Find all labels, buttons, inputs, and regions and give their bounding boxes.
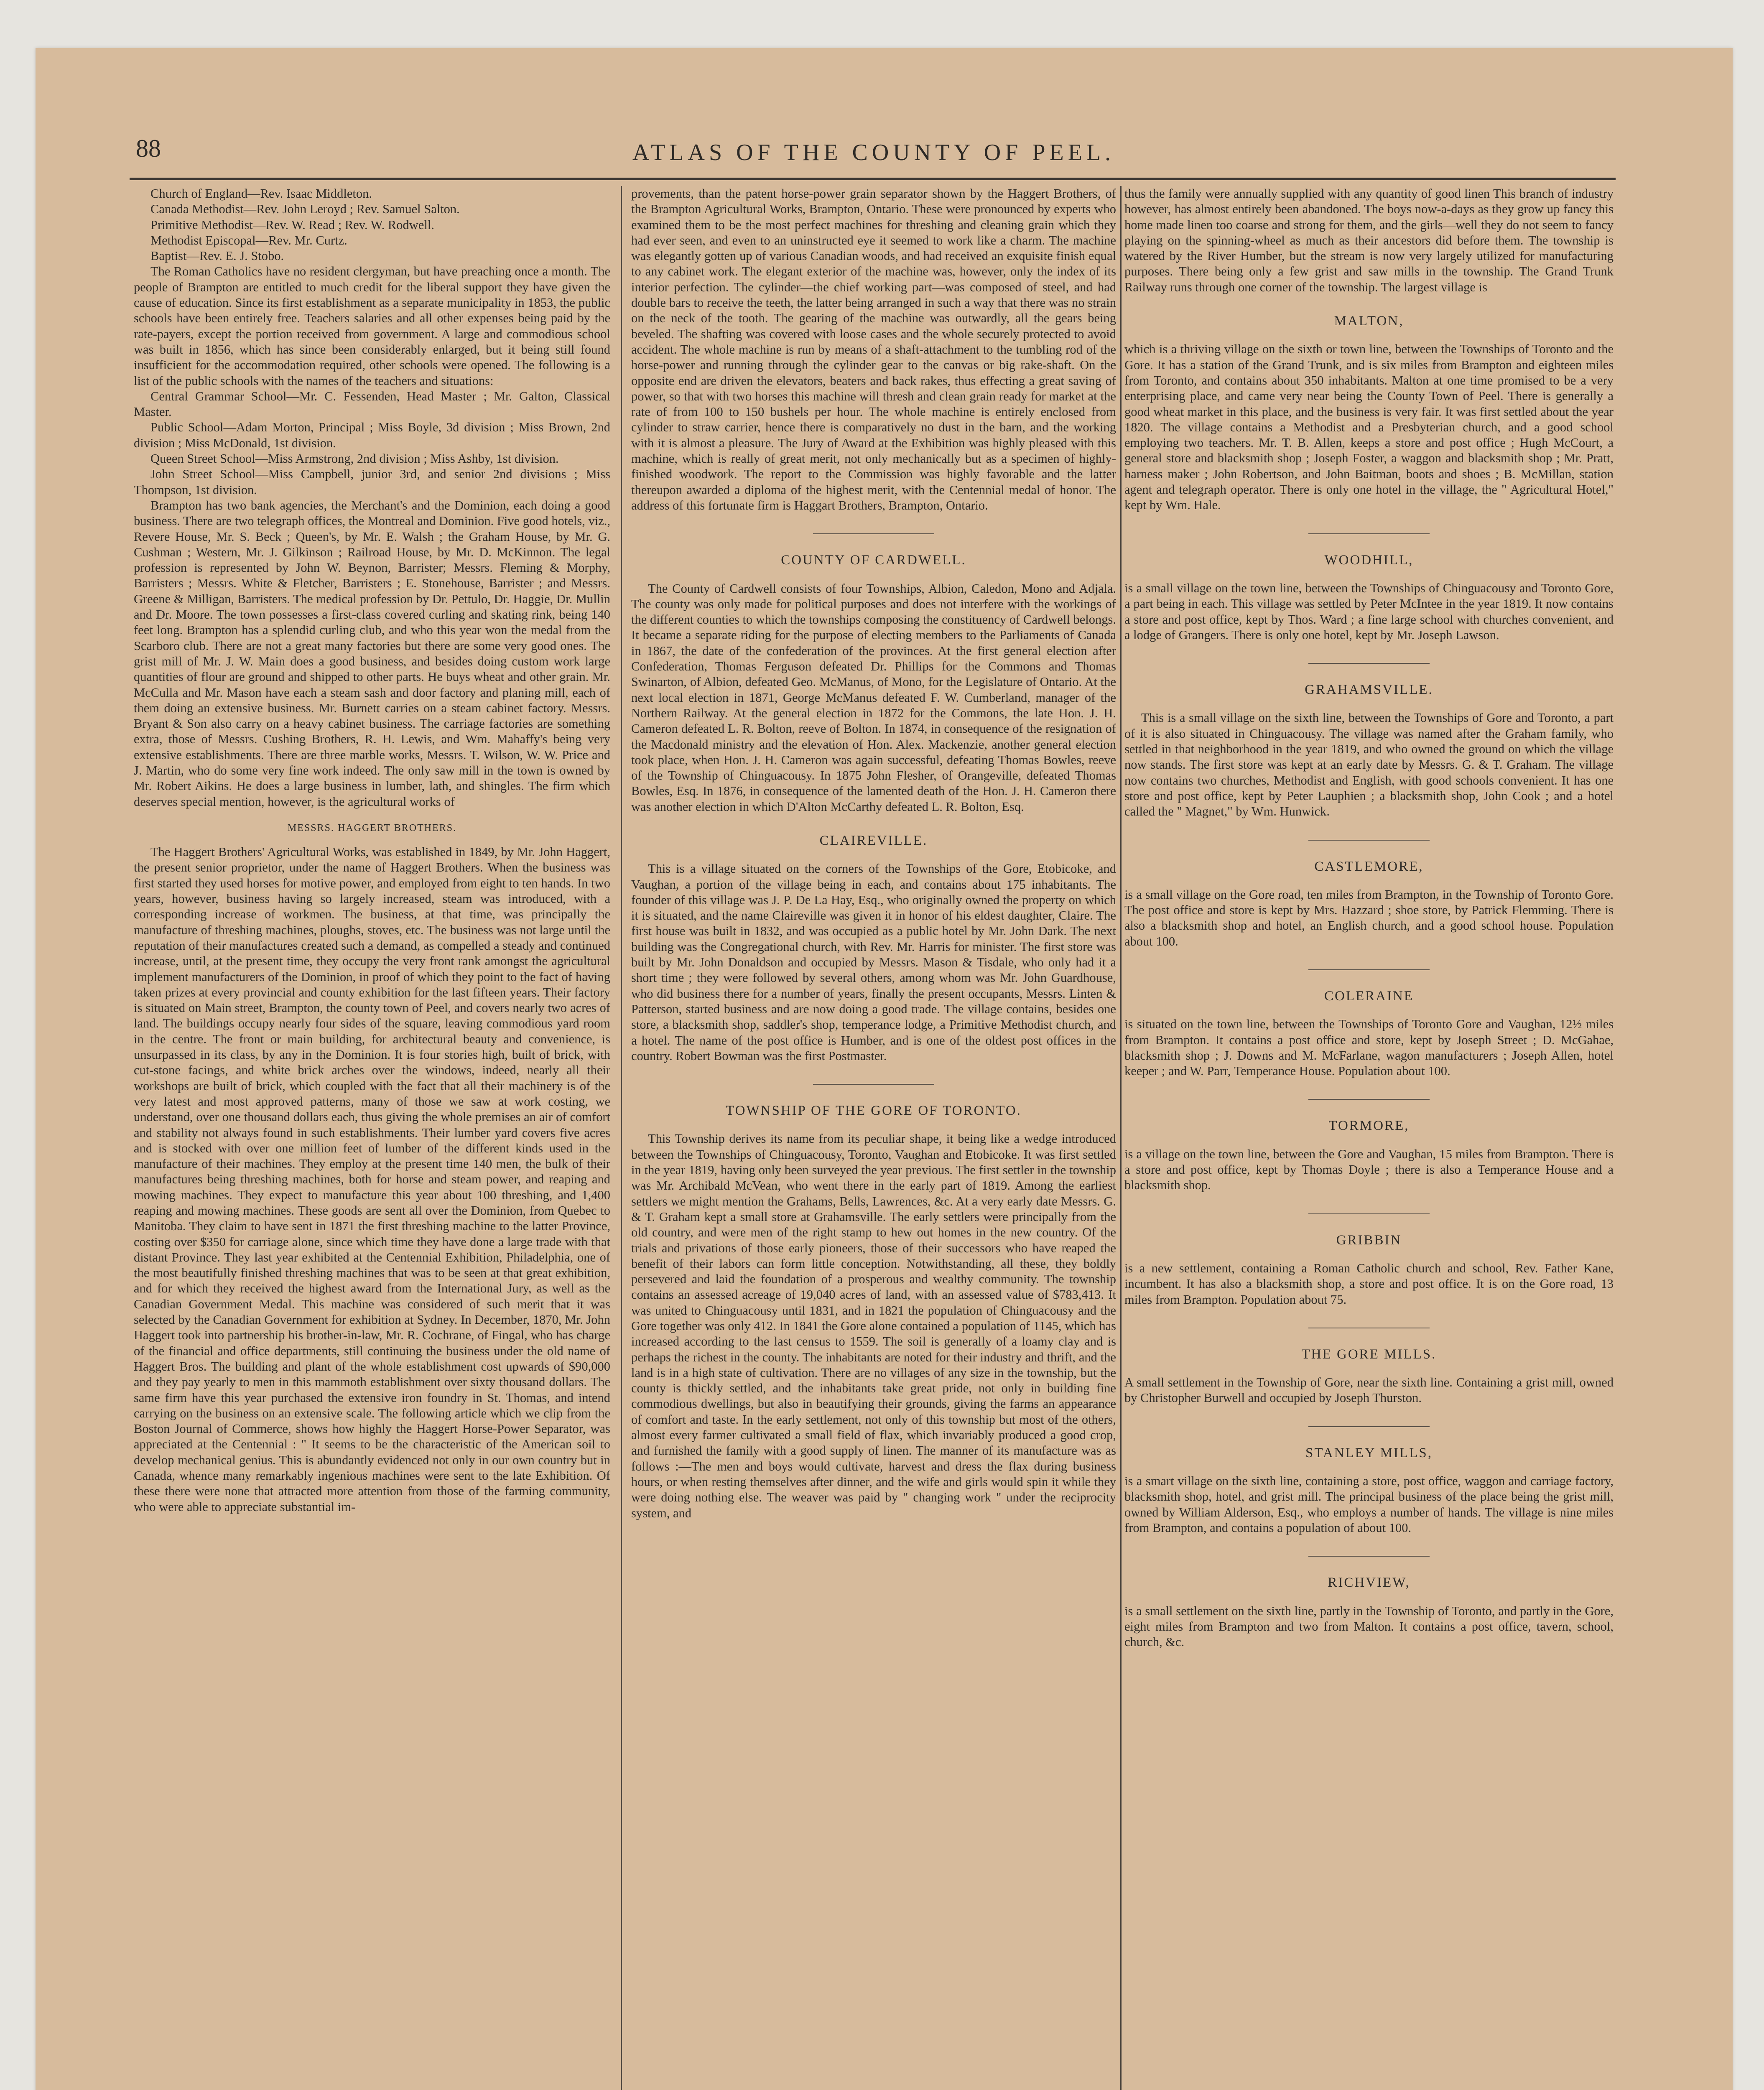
section-heading: WOODHILL, bbox=[1324, 552, 1414, 568]
paragraph: Central Grammar School—Mr. C. Fessenden, Head Master ; Mr. Galton, Classical Master. bbox=[134, 389, 610, 419]
section-divider bbox=[1308, 840, 1430, 841]
header-rule bbox=[130, 178, 1616, 180]
paragraph: is a smart village on the sixth line, containing a store, post office, waggon and carriage factory, blacksmith shop, hotel, and grist mill. The principal business of the place being the grist mill, owned by William Alderson, Esq., who employs a number of hands. The village is nine miles from Brampton, and contains a population of about 100. bbox=[1124, 1474, 1614, 1535]
section-heading: TOWNSHIP OF THE GORE OF TORONTO. bbox=[726, 1103, 1022, 1119]
section-heading: GRAHAMSVILLE. bbox=[1305, 682, 1433, 698]
paragraph: Queen Street School—Miss Armstrong, 2nd division ; Miss Ashby, 1st division. bbox=[150, 451, 559, 466]
section-heading: CLAIREVILLE. bbox=[819, 833, 928, 848]
section-divider bbox=[1308, 1426, 1430, 1427]
paragraph: Brampton has two bank agencies, the Merchant's and the Dominion, each doing a good business. There are two telegraph offices, the Montreal and Dominion. Five good hotels, viz., Revere House, Mr. S. Beck ; Queen's, by Mr. E. Walsh ; the Graham House, by Mr. G. Cushman ; Western, Mr. J. Gilkinson ; Railroad House, by Mr. D. McKinnon. The legal profession is represented by John W. Beynon, Barrister; Messrs. Fleming & Morphy, Barristers ; Messrs. White & Fletcher, Barristers ; E. Stonehouse, Barrister ; and Messrs. Greene & Milligan, Barristers. The medical profession by Dr. Pettulo, Dr. Haggie, Dr. Mullin and Dr. Moore. The town possesses a first-class covered curling and skating rink, being 140 feet long. Brampton has a splendid curling club, and who this year won the medal from the Scarboro club. There are not a great many factories but there are some very good ones. The grist mill of Mr. J. W. Main does a good business, and besides doing custom work large quantities of flour are ground and shipped to other parts. He buys wheat and other grain. Mr. McCulla and Mr. Mason have each a steam sash and door factory and planing mill, each of them doing an extensive business. Mr. Burnett carries on a steam cabinet factory. Messrs. Bryant & Son also carry on a heavy cabinet business. The carriage factories are something extra, those of Messrs. Cushing Brothers, R. H. Lewis, and Wm. Mahaffy's being very extensive establishments. There are three marble works, Messrs. T. Wilson, W. W. Price and J. Martin, who do some very fine work indeed. The only saw mill in the town is owned by Mr. Robert Aikins. He does a large business in lumber, lath, and shingles. The firm which deserves special mention, however, is the agricultural works of bbox=[134, 498, 610, 809]
paragraph: is a new settlement, containing a Roman Catholic church and school, Rev. Father Kane, incumbent. It has also a blacksmith shop, a store and post office. It is on the Gore road, 13 miles from Brampton. Population about 75. bbox=[1124, 1261, 1614, 1307]
section-divider bbox=[1308, 533, 1430, 534]
clergy-line: Church of England—Rev. Isaac Middleton. bbox=[150, 186, 372, 201]
paragraph: Public School—Adam Morton, Principal ; Miss Boyle, 3d division ; Miss Brown, 2nd division ; Miss McDonald, 1st division. bbox=[134, 420, 610, 450]
column-3 bbox=[1124, 186, 1614, 1650]
column-1 bbox=[134, 186, 610, 1515]
paragraph: is situated on the town line, between the Townships of Toronto Gore and Vaughan, 12½ miles from Brampton. It contains a post office and store, kept by Joseph Street ; D. McGahae, blacksmith shop ; J. Downs and M. McFarlane, wagon manufacturers ; Joseph Allen, hotel keeper ; and W. Parr, Temperance House. Population about 100. bbox=[1124, 1017, 1614, 1078]
paragraph: provements, than the patent horse-power grain separator shown by the Haggert Brothers, of the Brampton Agricultural Works, Brampton, Ontario. These were pronounced by experts who examined them to be the most perfect machines for threshing and cleaning grain which they had ever seen, and even to an uninstructed eye it seemed to work like a charm. The machine was elegantly gotten up of various Canadian woods, and had received an exquisite finish equal to any cabinet work. The elegant exterior of the machine was, however, only the index of its interior perfection. The cylinder—the chief working part—was composed of steel, and had double bars to receive the teeth, the latter being arranged in such a way that there was no strain on the neck of the tooth. The gearing of the machine was outwardly, all the gears being beveled. The shafting was covered with loose cases and the whole securely protected to avoid accident. The whole machine is run by means of a shaft-attachment to the tumbling rod of the horse-power and running through the cylinder gear to the canvas or big rake-shaft. On the opposite end are driven the elevators, beaters and back rakes, thus effecting a great saving of power, so that with two horses this machine will thresh and clean grain ready for market at the rate of from 100 to 150 bushels per hour. The whole machine is entirely enclosed from cylinder to straw carrier, hence there is comparatively no dust in the barn, and the working with it is almost a pleasure. The Jury of Award at the Exhibition was highly pleased with this machine, which is really of great merit, not only mechanically but as a specimen of highly-finished woodwork. The report to the Commission was highly favorable and the latter thereupon awarded a diploma of the highest merit, with the Centennial medal of honor. The address of this fortunate firm is Haggart Brothers, Brampton, Ontario. bbox=[631, 186, 1116, 512]
page-header bbox=[136, 136, 1611, 165]
paragraph: This is a village situated on the corners of the Townships of the Gore, Etobicoke, and Vaughan, a portion of the village being in each, and contains about 175 inhabitants. The founder of this village was J. P. De La Hay, Esq., who originally owned the property on which it is situated, and the name Claireville was given it in honor of his eldest daughter, Claire. The first house was built in 1832, and was occupied as a public hotel by Mr. John Dark. The next building was the Congregational church, with Rev. Mr. Harris for minister. The first store was built by Mr. John Donaldson and occupied by Messrs. Mason & Tisdale, who only had it a short time ; they were followed by several others, among whom was Mr. John Guardhouse, who did business there for a number of years, finally the present occupants, Messrs. Linten & Patterson, started business and are now doing a good trade. The village contains, besides one store, a blacksmith shop, saddler's shop, temperance lodge, a Primitive Methodist church, and a hotel. The name of the post office is Humber, and is one of the oldest post offices in the country. Robert Bowman was the first Postmaster. bbox=[631, 861, 1116, 1063]
section-divider bbox=[1308, 1556, 1430, 1557]
clergy-line: Primitive Methodist—Rev. W. Read ; Rev. W. Rodwell. bbox=[150, 217, 434, 232]
paragraph: John Street School—Miss Campbell, junior 3rd, and senior 2nd divisions ; Miss Thompson, 1st division. bbox=[134, 467, 610, 497]
section-divider bbox=[813, 1084, 934, 1085]
section-heading: GRIBBIN bbox=[1336, 1232, 1402, 1248]
section-divider bbox=[1308, 1099, 1430, 1100]
section-heading: STANLEY MILLS, bbox=[1305, 1445, 1433, 1460]
section-divider bbox=[813, 533, 934, 534]
section-heading: MESSRS. HAGGERT BROTHERS. bbox=[287, 822, 457, 833]
paragraph: The Roman Catholics have no resident clergyman, but have preaching once a month. The people of Brampton are entitled to much credit for the liberal support they have given the cause of education. Since its first establishment as a separate municipality in 1853, the public schools have been entirely free. Teachers salaries and all other expenses being paid by the rate-payers, except the portion received from government. A large and commodious school was built in 1856, which has since been considerably enlarged, but it being still found insufficient for the accommodation required, other schools were opened. The following is a list of the public schools with the names of the teachers and situations: bbox=[134, 264, 610, 388]
paragraph: thus the family were annually supplied with any quantity of good linen This branch of industry however, has almost entirely been abandoned. The boys now-a-days as they grow up fancy this home made linen too coarse and strong for them, and the girls—well they do not seem to fancy playing on the spinning-wheel as much as their ancestors did before them. The township is watered by the River Humber, but the stream is now very largely utilized for manufacturing purposes. There being only a few grist and saw mills in the township. The Grand Trunk Railway runs through one corner of the township. The largest village is bbox=[1124, 186, 1614, 294]
paragraph: The County of Cardwell consists of four Townships, Albion, Caledon, Mono and Adjala. The county was only made for political purposes and does not interfere with the workings of the different counties to which the townships composing the constituency of Cardwell belongs. It became a separate riding for the purpose of electing members to the Parliaments of Canada in 1867, the date of the confederation of the provinces. At the first general election after Confederation, Thomas Ferguson defeated Dr. Phillips for the Commons and Thomas Swinarton, of Albion, defeated Geo. McManus, of Mono, for the Legislature of Ontario. At the next local election in 1871, George McManus defeated F. W. Cumberland, manager of the Northern Railway. At the general election in 1872 for the Commons, the late Hon. J. H. Cameron defeated L. R. Bolton, reeve of Bolton. In 1874, in consequence of the resignation of the Macdonald ministry and the elevation of Hon. Alex. Mackenzie, another general election took place, when Hon. J. H. Cameron was again successful, defeating Thomas Bowles, reeve of the Township of Chinguacousy. In 1875 John Flesher, of Orangeville, defeated Thomas Bowles, Esq. In 1876, in consequence of the lamented death of the Hon. J. H. Cameron there was another election in which D'Alton McCarthy defeated L. R. Bolton, Esq. bbox=[631, 581, 1116, 814]
paragraph: which is a thriving village on the sixth or town line, between the Townships of Toronto and the Gore. It has a station of the Grand Trunk, and is six miles from Brampton and eighteen miles from Toronto, and contains about 350 inhabitants. Malton at one time promised to be a very enterprising place, and came very near being the County Town of Peel. There is generally a good wheat market in this place, and the business is very fair. It was first settled about the year 1820. The village contains a Methodist and a Presbyterian church, and a good school employing two teachers. Mr. T. B. Allen, keeps a store and post office ; Hugh McCourt, a general store and blacksmith shop ; Joseph Foster, a waggon and blacksmith shop ; Mr. Pratt, harness maker ; John Robertson, and John Baitman, boots and shoes ; B. McMillan, station agent and telegraph operator. There is only one hotel in the village, the " Agricultural Hotel," kept by Wm. Hale. bbox=[1124, 342, 1614, 512]
column-divider bbox=[1120, 186, 1122, 2090]
clergy-line: Canada Methodist—Rev. John Leroyd ; Rev. Samuel Salton. bbox=[150, 202, 460, 217]
clergy-line: Baptist—Rev. E. J. Stobo. bbox=[150, 249, 284, 263]
paragraph: The Haggert Brothers' Agricultural Works, was established in 1849, by Mr. John Haggert, the present senior proprietor, under the name of Haggert Brothers. When the business was first started they used horses for motive power, and employed from eight to ten hands. In two years, however, business having so largely increased, steam was introduced, with a corresponding increase of workmen. The business, at that time, was principally the manufacture of threshing machines, ploughs, stoves, etc. The business was not large until the reputation of their manufactures created such a demand, as compelled a steady and continued increase, until, at the present time, they occupy the very front rank amongst the agricultural implement manufacturers of the Dominion, in proof of which they point to the fact of having taken prizes at every provincial and county exhibition for the last fifteen years. Their factory is situated on Main street, Brampton, the county town of Peel, and covers nearly two acres of land. The buildings occupy nearly four sides of the square, leaving commodious yard room in the centre. The front or main building, for architectural beauty and convenience, is unsurpassed in its class, by any in the Dominion. It is four stories high, built of brick, with cut-stone facings, and white brick arches over the windows, indeed, nearly all their workshops are built of brick, which coupled with the fact that all their machinery is of the very latest and most approved patterns, many of those we saw at work costing, we understand, over one thousand dollars each, thus giving the whole premises an air of comfort and stability not always found in such establishments. Their lumber yard covers five acres and is stocked with over one million feet of lumber of the different kinds used in the manufacture of their machines. They employ at the present time 140 men, the bulk of their manufactures being threshing machines, both for horse and steam power, and reaping and mowing machines. They expect to manufacture this year about 100 threshing, and 1,400 reaping and mowing machines. These goods are sent all over the Dominion, from Quebec to Manitoba. They claim to have sent in 1871 the first threshing machine to the latter Province, costing over $350 for carriage alone, since which time they have done a large trade with that distant Province. They last year exhibited at the Centennial Exhibition, Philadelphia, one of the most beautifully finished threshing machines that was to be seen at that great exhibition, and for which they received the highest award from the International Jury, as well as the Canadian Government Medal. This machine was considered of such merit that it was selected by the Canadian Government for exhibition at Sydney. In December, 1870, Mr. John Haggert took into partnership his brother-in-law, Mr. R. Cochrane, of Fingal, who has charge of the financial and office departments, still continuing the business under the old name of Haggert Bros. The building and plant of the whole establishment cost upwards of $90,000 and they pay yearly to men in this mammoth establishment over sixty thousand dollars. The same firm have this year purchased the extensive iron foundry in St. Thomas, and intend carrying on the business on an extensive scale. The following article which we clip from the Boston Journal of Commerce, shows how highly the Haggert Horse-Power Separator, was appreciated at the Centennial : " It seems to be the characteristic of the American soil to develop mechanical genius. This is abundantly evidenced not only in our own country but in Canada, whence many remarkably ingenious machines were sent to the late Exhibition. Of these there were none that attracted more attention from those of the farming community, who were able to appreciate substantial im- bbox=[134, 845, 610, 1514]
section-divider bbox=[1308, 663, 1430, 664]
page-number: 88 bbox=[136, 135, 161, 162]
paragraph: This Township derives its name from its peculiar shape, it being like a wedge introduced between the Townships of Chinguacousy, Toronto, Vaughan and Etobicoke. It was first settled in the year 1819, having only been surveyed the year previous. The first settler in the township was Mr. Archibald McVean, who went there in the early part of 1819. Among the earliest settlers we might mention the Grahams, Bells, Lawrences, &c. At a very early date Messrs. G. & T. Graham kept a small store at Grahamsville. The early settlers were principally from the old country, and were men of the right stamp to hew out homes in the new country. Of the trials and privations of those early pioneers, those of their successors who have reaped the benefit of their labors can form little conception. Notwithstanding, all these, they boldly persevered and laid the foundation of a prosperous and wealthy community. The township contains an assessed acreage of 19,040 acres of land, with an assessed value of $783,413. It was united to Chinguacousy until 1831, and in 1821 the population of Chinguacousy and the Gore together was only 412. In 1841 the Gore alone contained a population of 1145, which has increased according to the last census to 1559. The soil is generally of a loamy clay and is perhaps the richest in the county. The inhabitants are noted for their industry and thrift, and the land is in a high state of cultivation. There are no villages of any size in the township, but the county is thickly settled, and the inhabitants take great pride, not only in building fine commodious dwellings, but also in beautifying their grounds, giving the farms an appearance of comfort and taste. In the early settlement, not only of this township but most of the others, almost every farmer cultivated a small field of flax, which invariably produced a good crop, and furnished the family with a good supply of linen. The manner of its manufacture was as follows :—The men and boys would cultivate, harvest and dress the flax during business hours, or when resting themselves after dinner, and the wife and girls would spin it while they were doing nothing else. The weaver was paid by " changing work " under the reciprocity system, and bbox=[631, 1132, 1116, 1520]
column-divider bbox=[621, 186, 622, 2090]
section-heading: COLERAINE bbox=[1324, 988, 1414, 1004]
section-heading: COUNTY OF CARDWELL. bbox=[781, 553, 966, 568]
page-title: ATLAS OF THE COUNTY OF PEEL. bbox=[632, 140, 1115, 166]
section-divider bbox=[1308, 969, 1430, 970]
paragraph: is a village on the town line, between the Gore and Vaughan, 15 miles from Brampton. There is a store and post office, kept by Thomas Doyle ; there is also a Temperance House and a blacksmith shop. bbox=[1124, 1147, 1614, 1193]
paragraph: is a small village on the Gore road, ten miles from Brampton, in the Township of Toronto Gore. The post office and store is kept by Mrs. Hazzard ; shoe store, by Patrick Flemming. There is also a blacksmith shop and hotel, an English church, and a good school house. Population about 100. bbox=[1124, 887, 1614, 948]
section-divider bbox=[1308, 1213, 1430, 1214]
section-heading: TORMORE, bbox=[1328, 1118, 1410, 1134]
paragraph: This is a small village on the sixth line, between the Townships of Gore and Toronto, a part of it is also situated in Chinguacousy. The village was named after the Graham family, who settled in that neighborhood in the year 1819, and who owned the ground on which the village now stands. The first store was kept at an early date by Messrs. G. & T. Graham. The village now contains two churches, Methodist and English, with good schools convenient. It has one store and post office, kept by Peter Lauphien ; a blacksmith shop, John Cook ; and a hotel called the " Magnet," by Wm. Hunwick. bbox=[1124, 711, 1614, 819]
paragraph: is a small settlement on the sixth line, partly in the Township of Toronto, and partly in the Gore, eight miles from Brampton and two from Malton. It contains a post office, tavern, school, church, &c. bbox=[1124, 1603, 1614, 1649]
section-heading: CASTLEMORE, bbox=[1314, 859, 1424, 874]
paragraph: is a small village on the town line, between the Townships of Chinguacousy and Toronto Gore, a part being in each. This village was settled by Peter McIntee in the year 1819. It now contains a store and post office, kept by Thos. Ward ; a fine large school with churches convenient, and a lodge of Grangers. There is only one hotel, kept by Mr. Joseph Lawson. bbox=[1124, 581, 1614, 642]
section-heading: THE GORE MILLS. bbox=[1301, 1346, 1437, 1362]
paragraph: A small settlement in the Township of Gore, near the sixth line. Containing a grist mill, owned by Christopher Burwell and occupied by Joseph Thurston. bbox=[1124, 1375, 1614, 1405]
column-2 bbox=[631, 186, 1116, 1521]
section-heading: RICHVIEW, bbox=[1328, 1575, 1410, 1590]
clergy-line: Methodist Episcopal—Rev. Mr. Curtz. bbox=[150, 233, 347, 247]
section-heading: MALTON, bbox=[1334, 314, 1404, 329]
